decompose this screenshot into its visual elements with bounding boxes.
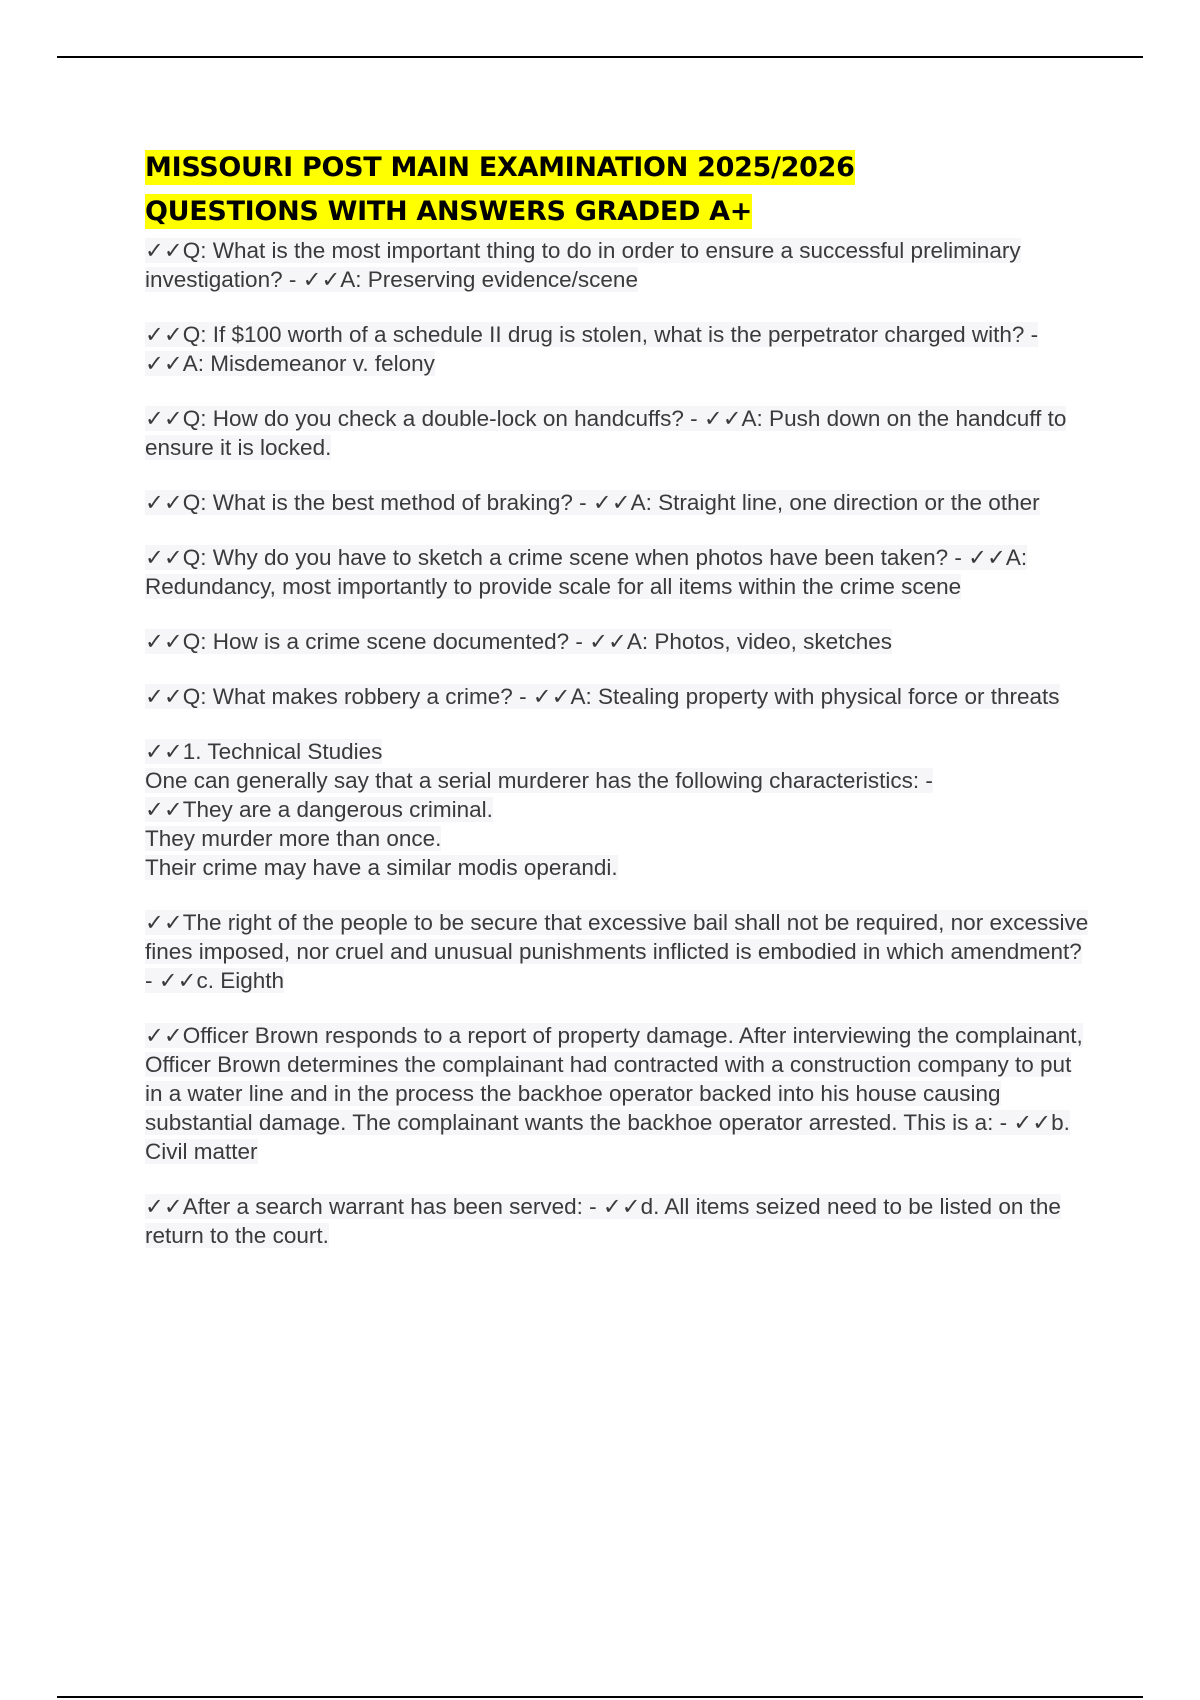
qa-item [145, 1192, 1090, 1250]
qa-text: ✓✓Q: How is a crime scene documented? - ✓✓A: Photos, video, sketches [145, 629, 892, 654]
qa-text: ✓✓Q: If $100 worth of a schedule II drug is stolen, what is the perpetrator charged with? - ✓✓A: Misdemeanor v. felony [145, 322, 1039, 376]
technical-heading: ✓✓1. Technical Studies [145, 739, 383, 764]
title-line-2: QUESTIONS WITH ANSWERS GRADED A+ [145, 196, 753, 227]
qa-text: ✓✓After a search warrant has been served: - ✓✓d. All items seized need to be listed on the return to the court. [145, 1194, 1061, 1248]
qa-item [145, 236, 1090, 294]
technical-answer-row [145, 853, 1090, 882]
qa-text: ✓✓The right of the people to be secure that excessive bail shall not be required, nor excessive fines imposed, nor cruel and unusual punishments inflicted is embodied in which amendment? - ✓✓c. Eighth [145, 910, 1089, 993]
qa-text: ✓✓Officer Brown responds to a report of property damage. After interviewing the complainant, Officer Brown determines the complainant had contracted with a construction company to put in a water line and in the process the backhoe operator backed into his house causing substantial damage. The complainant wants the backhoe operator arrested. This is a: - ✓✓b. Civil matter [145, 1023, 1083, 1164]
technical-answer-row [145, 795, 1090, 824]
qa-text: ✓✓Q: How do you check a double-lock on handcuffs? - ✓✓A: Push down on the handcuff to ensure it is locked. [145, 406, 1067, 460]
technical-answer-row [145, 824, 1090, 853]
qa-item [145, 627, 1090, 656]
qa-text: ✓✓Q: What is the best method of braking? - ✓✓A: Straight line, one direction or the other [145, 490, 1040, 515]
qa-item [145, 404, 1090, 462]
qa-item [145, 682, 1090, 711]
technical-question: One can generally say that a serial murderer has the following characteristics: - [145, 768, 933, 793]
title-line-1: MISSOURI POST MAIN EXAMINATION 2025/2026 [145, 152, 855, 183]
qa-item [145, 488, 1090, 517]
technical-question-row [145, 766, 1090, 795]
footer-rule [57, 1696, 1143, 1698]
document-title [145, 146, 1090, 234]
qa-text: ✓✓Q: What makes robbery a crime? - ✓✓A: Stealing property with physical force or threats [145, 684, 1060, 709]
technical-answer-3: Their crime may have a similar modis operandi. [145, 855, 618, 880]
qa-item [145, 320, 1090, 378]
qa-text: ✓✓Q: Why do you have to sketch a crime scene when photos have been taken? - ✓✓A: Redundancy, most importantly to provide scale for all items within the crime scene [145, 545, 1028, 599]
technical-heading-row [145, 737, 1090, 766]
technical-answer-1: ✓✓They are a dangerous criminal. [145, 797, 493, 822]
qa-item [145, 543, 1090, 601]
technical-answer-2: They murder more than once. [145, 826, 442, 851]
qa-item [145, 1021, 1090, 1166]
header-rule [57, 56, 1143, 58]
qa-text: ✓✓Q: What is the most important thing to do in order to ensure a successful preliminary investigation? - ✓✓A: Preserving evidence/scene [145, 238, 1021, 292]
document-body [145, 146, 1090, 1276]
qa-item [145, 908, 1090, 995]
technical-studies-item [145, 737, 1090, 882]
